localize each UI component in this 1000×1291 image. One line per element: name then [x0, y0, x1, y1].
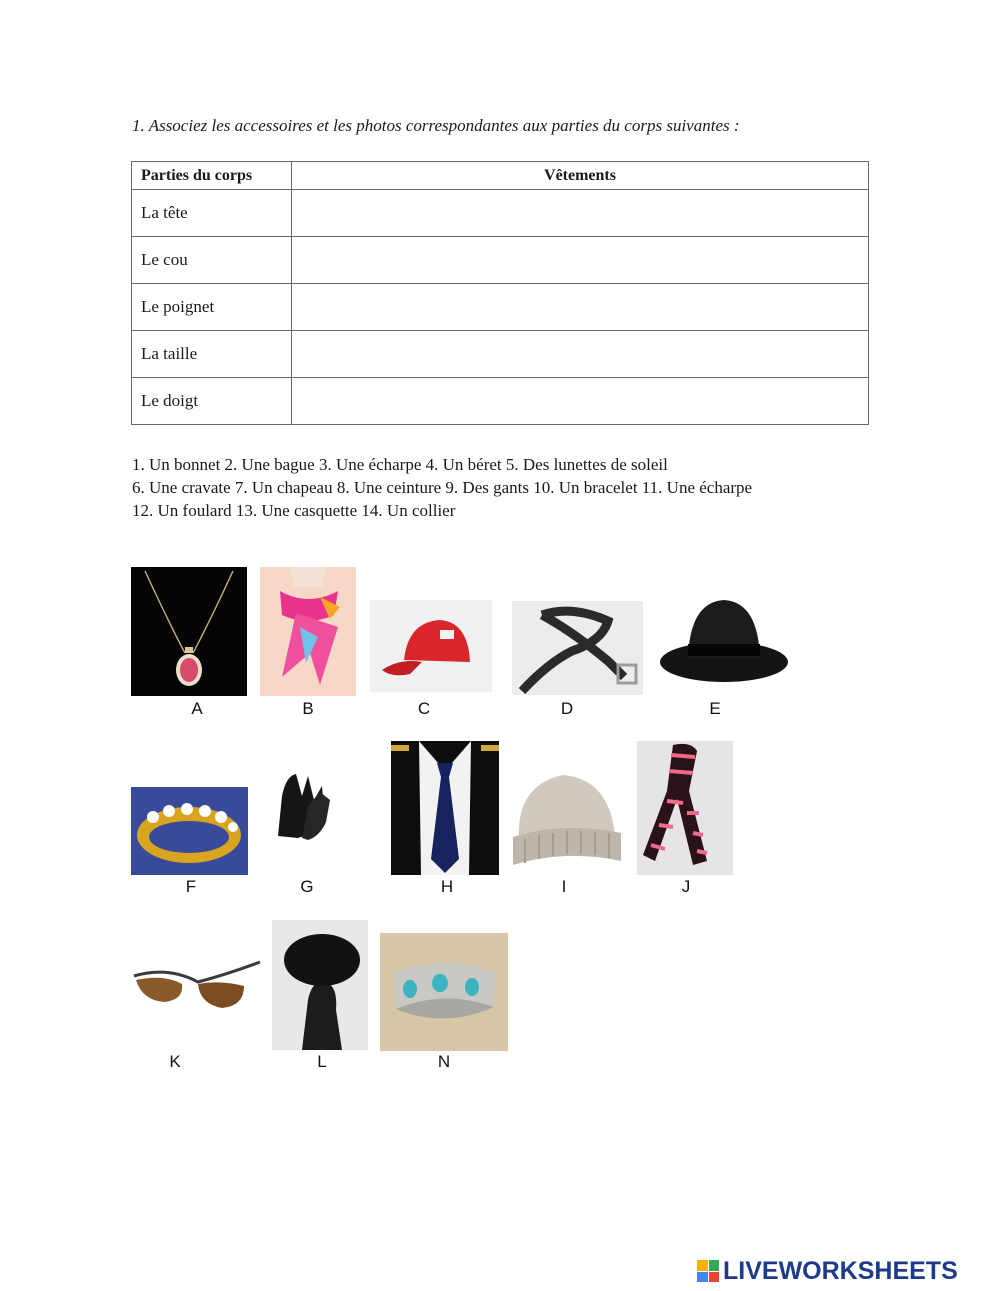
photo-label-d: D [560, 699, 574, 718]
photo-striped-scarf [637, 741, 733, 875]
liveworksheets-logo [697, 1256, 958, 1286]
photo-fedora-hat [658, 592, 790, 690]
photo-bracelet [380, 933, 508, 1051]
answer-cell-wrist[interactable] [292, 284, 869, 331]
answer-cell-neck[interactable] [292, 237, 869, 284]
photo-label-c: C [417, 699, 431, 718]
word-list [132, 453, 752, 522]
table-row [132, 190, 869, 237]
photo-label-h: H [440, 877, 454, 896]
header-body-parts: Parties du corps [132, 162, 292, 190]
word-list-line: 1. Un bonnet 2. Une bague 3. Une écharpe 4. Un béret 5. Des lunettes de soleil [132, 455, 668, 474]
photo-label-i: I [561, 877, 567, 896]
photo-label-f: F [185, 877, 197, 896]
instruction-text: 1. Associez les accessoires et les photos correspondantes aux parties du corps suivantes : [132, 116, 740, 135]
table-row [132, 378, 869, 425]
row-part-label: La tête [132, 190, 292, 237]
table-header-row [132, 162, 869, 190]
photo-gloves [268, 766, 342, 842]
logo-text: LIVEWORKSHEETS [723, 1256, 958, 1285]
photo-beret [272, 920, 368, 1050]
word-list-line: 6. Une cravate 7. Un chapeau 8. Une ceinture 9. Des gants 10. Un bracelet 11. Une écharpe [132, 478, 753, 497]
header-clothing: Vêtements [292, 162, 869, 190]
photo-tie [391, 741, 499, 875]
photo-label-l: L [317, 1052, 327, 1071]
word-list-line: 12. Un foulard 13. Une casquette 14. Un collier [132, 501, 456, 520]
photo-label-a: A [191, 699, 203, 718]
photo-belt [512, 601, 643, 695]
answer-cell-waist[interactable] [292, 331, 869, 378]
photo-label-b: B [302, 699, 314, 718]
photo-silk-scarf [260, 567, 356, 696]
row-part-label: Le poignet [132, 284, 292, 331]
photo-label-e: E [709, 699, 721, 718]
photo-beanie [505, 765, 629, 876]
photo-label-n: N [437, 1052, 451, 1071]
photo-label-k: K [169, 1052, 181, 1071]
table-row [132, 284, 869, 331]
row-part-label: La taille [132, 331, 292, 378]
photo-label-g: G [300, 877, 314, 896]
answer-cell-head[interactable] [292, 190, 869, 237]
table-row [132, 237, 869, 284]
photo-label-j: J [681, 877, 691, 896]
photo-necklace [131, 567, 247, 696]
row-part-label: Le doigt [132, 378, 292, 425]
logo-mark-icon [697, 1260, 719, 1282]
body-parts-table [131, 161, 869, 425]
table-row [132, 331, 869, 378]
photo-ring [131, 787, 248, 875]
photo-cap [370, 600, 492, 692]
photo-sunglasses [128, 958, 263, 1018]
answer-cell-finger[interactable] [292, 378, 869, 425]
row-part-label: Le cou [132, 237, 292, 284]
